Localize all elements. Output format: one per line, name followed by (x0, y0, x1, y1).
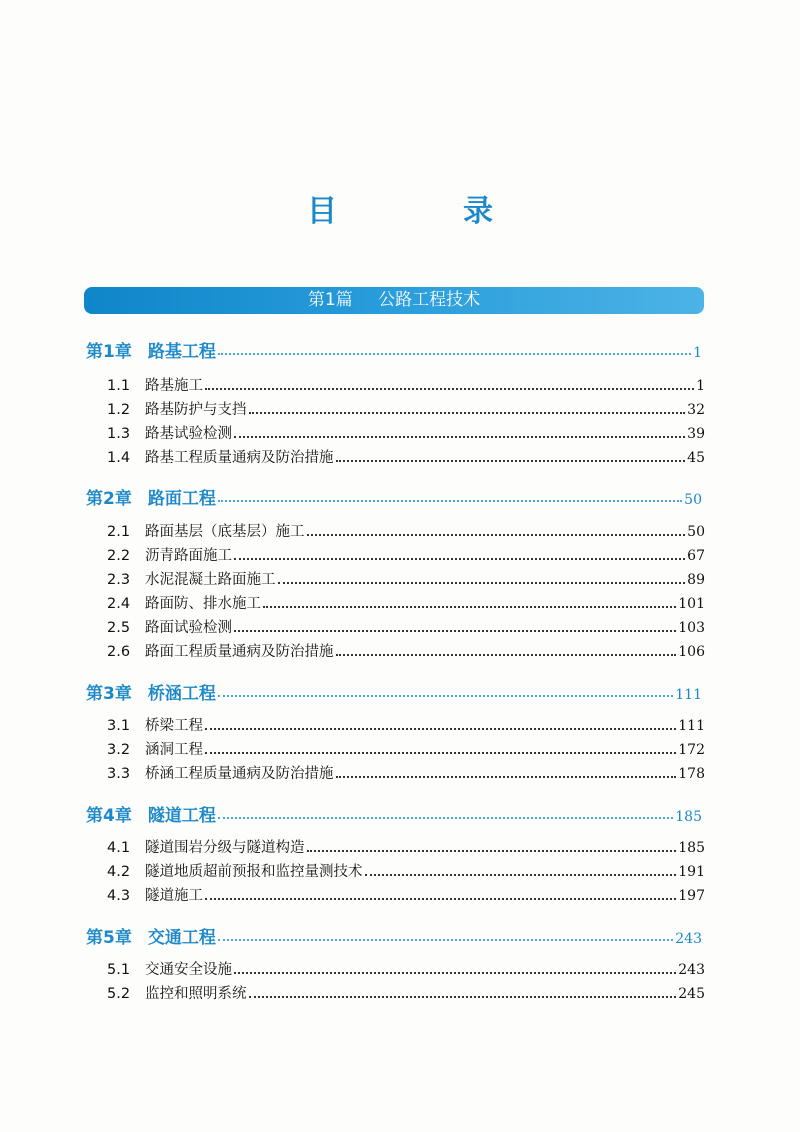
section-number: 2.5 (107, 620, 131, 636)
toc-chapter-5[interactable] (86, 923, 702, 948)
section-number: 5.2 (107, 986, 131, 1002)
toc-section[interactable] (107, 958, 705, 979)
toc-section[interactable] (107, 374, 705, 395)
section-number: 2.2 (107, 548, 131, 564)
leader-dots (336, 460, 686, 462)
chapter-number: 第2章 (86, 489, 132, 509)
section-title: 路基施工 (145, 378, 203, 394)
leader-dots (218, 500, 682, 502)
section-title: 沥青路面施工 (145, 548, 232, 564)
leader-dots (234, 558, 685, 560)
leader-dots (249, 412, 686, 414)
section-title: 路基工程质量通病及防治措施 (145, 450, 334, 466)
chapter-number: 第1章 (86, 342, 132, 362)
section-page: 243 (678, 962, 705, 978)
leader-dots (234, 630, 676, 632)
toc-section[interactable] (107, 982, 705, 1003)
section-title: 隧道地质超前预报和监控量测技术 (145, 864, 363, 880)
section-number: 4.1 (107, 840, 131, 856)
section-title: 路面基层（底基层）施工 (145, 524, 305, 540)
section-title: 监控和照明系统 (145, 986, 247, 1002)
section-page: 197 (678, 888, 705, 904)
section-page: 103 (678, 620, 705, 636)
chapter-page: 243 (675, 931, 702, 947)
leader-dots (218, 939, 673, 941)
chapter-number: 第5章 (86, 928, 132, 948)
section-number: 2.6 (107, 644, 131, 660)
leader-dots (278, 582, 686, 584)
section-number: 3.1 (107, 718, 131, 734)
section-page: 178 (678, 766, 705, 782)
toc-section[interactable] (107, 640, 705, 661)
toc-chapter-1[interactable] (86, 337, 702, 362)
section-page: 185 (678, 840, 705, 856)
section-number: 2.3 (107, 572, 131, 588)
leader-dots (218, 695, 673, 697)
toc-section[interactable] (107, 762, 705, 783)
chapter-number: 第3章 (86, 684, 132, 704)
leader-dots (218, 817, 673, 819)
section-title: 路面工程质量通病及防治措施 (145, 644, 334, 660)
toc-section[interactable] (107, 422, 705, 443)
chapter-page: 111 (675, 687, 702, 703)
section-title: 交通安全设施 (145, 962, 232, 978)
section-number: 2.4 (107, 596, 131, 612)
toc-section[interactable] (107, 544, 705, 565)
section-page: 45 (687, 450, 705, 466)
section-page: 50 (687, 524, 705, 540)
section-number: 4.3 (107, 888, 131, 904)
section-page: 101 (678, 596, 705, 612)
toc-section[interactable] (107, 860, 705, 881)
leader-dots (234, 436, 685, 438)
leader-dots (307, 850, 677, 852)
section-title: 隧道施工 (145, 888, 203, 904)
section-title: 路面试验检测 (145, 620, 232, 636)
toc-section[interactable] (107, 616, 705, 637)
toc-section[interactable] (107, 520, 705, 541)
leader-dots (234, 972, 676, 974)
toc-section[interactable] (107, 446, 705, 467)
section-page: 32 (687, 402, 705, 418)
leader-dots (205, 898, 676, 900)
section-title: 路面防、排水施工 (145, 596, 261, 612)
section-number: 5.1 (107, 962, 131, 978)
section-page: 172 (678, 742, 705, 758)
section-page: 111 (678, 718, 705, 734)
section-title: 水泥混凝土路面施工 (145, 572, 276, 588)
leader-dots (336, 776, 677, 778)
section-number: 3.3 (107, 766, 131, 782)
page-title: 目 录 (307, 194, 541, 229)
leader-dots (307, 534, 686, 536)
leader-dots (205, 388, 694, 390)
toc-section[interactable] (107, 836, 705, 857)
leader-dots (205, 752, 676, 754)
toc-section[interactable] (107, 714, 705, 735)
leader-dots (218, 353, 691, 355)
leader-dots (249, 996, 677, 998)
toc-section[interactable] (107, 884, 705, 905)
part-name: 公路工程技术 (378, 290, 481, 310)
chapter-number: 第4章 (86, 806, 132, 826)
section-page: 89 (687, 572, 705, 588)
section-page: 67 (687, 548, 705, 564)
section-number: 1.1 (107, 378, 131, 394)
section-title: 涵洞工程 (145, 742, 203, 758)
section-page: 106 (678, 644, 705, 660)
toc-section[interactable] (107, 568, 705, 589)
toc-chapter-3[interactable] (86, 679, 702, 704)
part-label: 第1篇 (307, 290, 353, 310)
chapter-page: 1 (693, 345, 702, 361)
leader-dots (263, 606, 676, 608)
leader-dots (205, 728, 676, 730)
section-title: 路基防护与支挡 (145, 402, 247, 418)
section-title: 桥涵工程质量通病及防治措施 (145, 766, 334, 782)
section-page: 191 (678, 864, 705, 880)
chapter-title: 桥涵工程 (147, 684, 216, 704)
section-title: 路基试验检测 (145, 426, 232, 442)
chapter-title: 隧道工程 (147, 806, 216, 826)
leader-dots (336, 654, 677, 656)
section-title: 桥梁工程 (145, 718, 203, 734)
section-number: 1.4 (107, 450, 131, 466)
chapter-title: 交通工程 (147, 928, 216, 948)
section-number: 2.1 (107, 524, 131, 540)
toc-section[interactable] (107, 592, 705, 613)
section-number: 4.2 (107, 864, 131, 880)
leader-dots (365, 874, 677, 876)
section-number: 1.2 (107, 402, 131, 418)
chapter-title: 路基工程 (147, 342, 216, 362)
toc-section[interactable] (107, 738, 705, 759)
section-number: 1.3 (107, 426, 131, 442)
chapter-page: 185 (675, 809, 702, 825)
toc-section[interactable] (107, 398, 705, 419)
section-page: 39 (687, 426, 705, 442)
toc-chapter-4[interactable] (86, 801, 702, 826)
toc-chapter-2[interactable] (86, 484, 702, 509)
part-banner (84, 287, 704, 314)
chapter-page: 50 (684, 492, 702, 508)
section-number: 3.2 (107, 742, 131, 758)
section-title: 隧道围岩分级与隧道构造 (145, 840, 305, 856)
section-page: 245 (678, 986, 705, 1002)
chapter-title: 路面工程 (147, 489, 216, 509)
section-page: 1 (696, 378, 705, 394)
